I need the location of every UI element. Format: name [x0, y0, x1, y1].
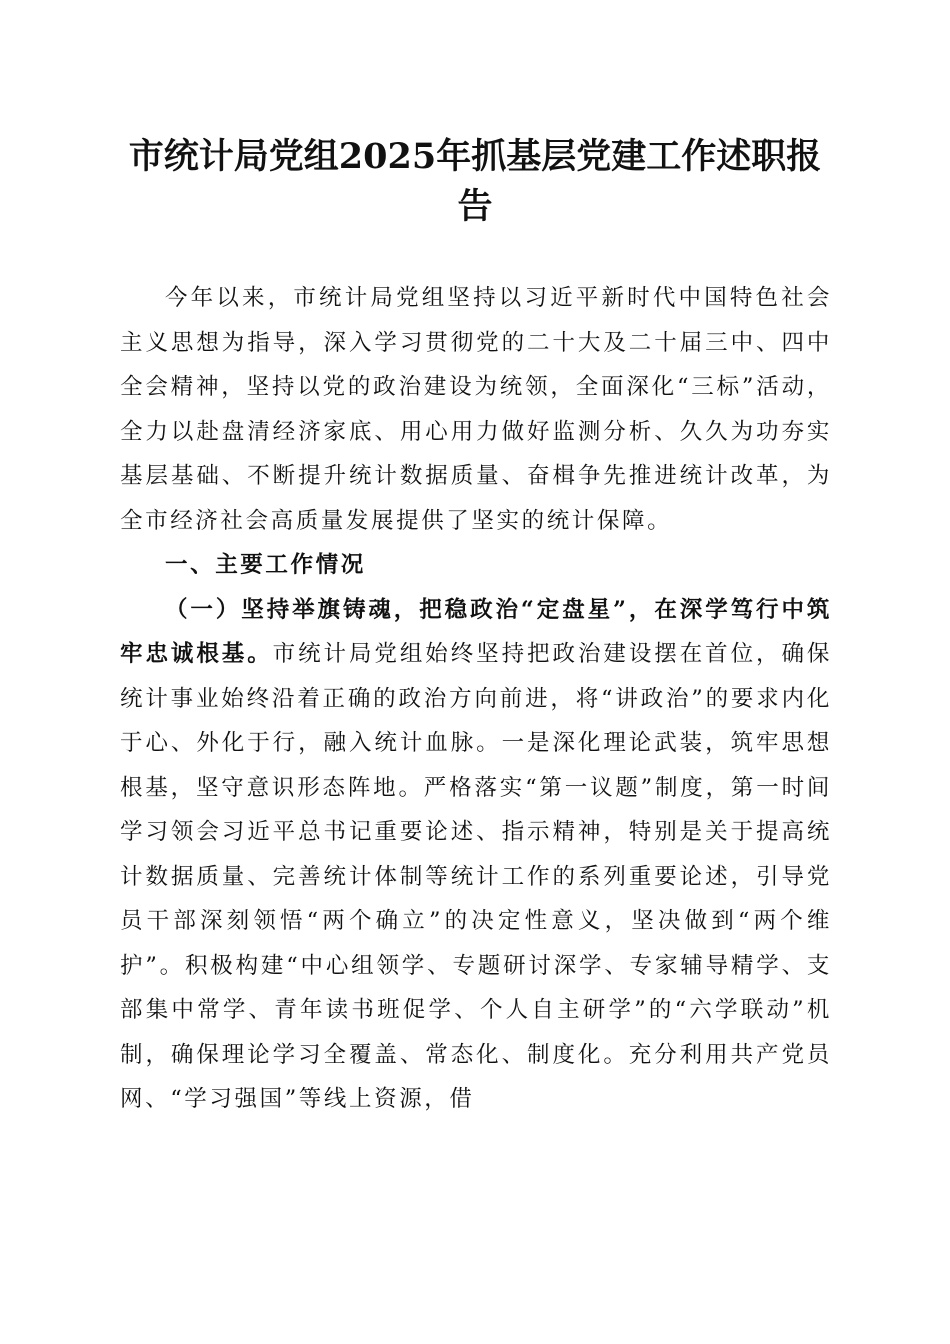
document-title: 市统计局党组2025年抓基层党建工作述职报告	[128, 136, 822, 227]
intro-paragraph: 今年以来，市统计局党组坚持以习近平新时代中国特色社会主义思想为指导，深入学习贯彻党的二十大及二十届三中、四中全会精神，坚持以党的政治建设为统领，全面深化“三标”活动，全力以赴盘清经济家底、用心用力做好监测分析、久久为功夯实基层基础、不断提升统计数据质量、奋楫争先推进统计改革，为全市经济社会高质量发展提供了坚实的统计保障。	[120, 285, 832, 534]
document-body	[120, 276, 832, 1122]
subsection-body: 市统计局党组始终坚持把政治建设摆在首位，确保统计事业始终沿着正确的政治方向前进，将“讲政治”的要求内化于心、外化于行，融入统计血脉。一是深化理论武装，筑牢思想根基，坚守意识形态阵地。严格落实“第一议题”制度，第一时间学习领会习近平总书记重要论述、指示精神，特别是关于提高统计数据质量、完善统计体制等统计工作的系列重要论述，引导党员干部深刻领悟“两个确立”的决定性意义，坚决做到“两个维护”。积极构建“中心组领学、专题研讨深学、专家辅导精学、支部集中常学、青年读书班促学、个人自主研学”的“六学联动”机制，确保理论学习全覆盖、常态化、制度化。充分利用共产党员网、“学习强国”等线上资源，借	[120, 641, 833, 1112]
section-heading: 一、主要工作情况	[165, 552, 366, 578]
subsection-heading: （一）坚持举旗铸魂，把稳政治“定盘星”，在深学笃行中筑牢忠诚根基。	[120, 596, 832, 667]
subsection-paragraph	[120, 588, 832, 1122]
